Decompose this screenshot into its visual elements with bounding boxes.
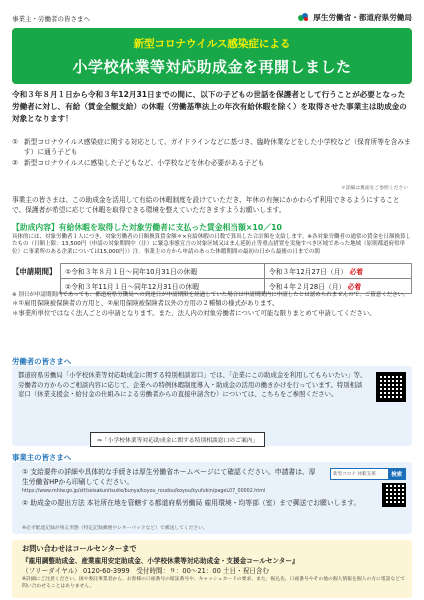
employer-message: 事業主の皆さまは、この助成金を活用して有給の休暇制度を設けていただき、年休の有無にかかわらず利用できるようにすることで、保護者が希望に応じて休暇を取得できる環境を整えていただきますようお願いします。	[12, 196, 400, 215]
deadline-date: 令和３年12月27日（月）	[268, 268, 348, 276]
qr-code-icon	[376, 372, 406, 402]
subsidy-content-body: 具体的には、対象労働者１人につき、対象労働者の日額換算賃金額＊×有給休暇の日数で算出した合計額を支給します。※各対象労働者の通常の賃金を日額換算したもの（日額上限：13,500円（申請の対象期間中（注）に緊急事態宣言の対象区域又はまん延防止等重点措置を実施すべき区域であった地域（原則都道府県単位）に事業所のある企業については15,000円））注．事業主の方から申請のあった休暇期間の最初の日から最後の日までの間	[12, 234, 411, 255]
mhlw-url[interactable]: https://www.mhlw.go.jp/stf/seisakunitsuite/bunya/koyou_roudou/koyou/kyufukin/pageL07_00002.html	[22, 489, 266, 494]
ministry-name	[298, 12, 412, 23]
contact-notes: ※詳細にご注意ください。国や委託事業者から、お客様の口座番号の暗証番号や、キャッシュカードの要求、また、振込先、口座番号やその他の個人情報を個人の方に電話などで問い合わせることはありません。	[22, 577, 405, 589]
note-item: ＊①雇用保険被保険者の方用と、②雇用保険被保険者以外の方用の２種類の様式があります。	[12, 299, 279, 308]
call-center-name: 『雇用調整助成金、産業雇用安定助成金、小学校休業等対応助成金・支援金コールセンター』	[22, 557, 299, 565]
deadline-date: 令和４年２月28日（月）	[268, 283, 346, 291]
contact-title: お問い合わせはコールセンターまで	[22, 544, 137, 553]
point-text: 新型コロナウイルスに感染した子どもなど、小学校などを休む必要がある子ども	[24, 158, 265, 167]
ministry-label: 厚生労働省・都道府県労働局	[313, 13, 412, 22]
list-item	[12, 158, 412, 168]
point-number: ②	[12, 158, 18, 167]
search-box[interactable]	[330, 468, 406, 480]
period-notes	[12, 292, 412, 318]
title-banner	[12, 28, 412, 84]
banner-title: 小学校休業等対応助成金を再開しました	[72, 58, 352, 76]
point-note: ＊詳細は裏面をご参照ください	[340, 186, 408, 191]
period-cell: ①令和３年８月１日～同年10月31日の休暇	[61, 264, 265, 279]
search-query: 新型コロナ 休暇支援	[333, 472, 376, 477]
note-item: ＊事業所単位ではなく法人ごとの申請となります。また、法人内の対象労働者について可能な限りまとめて申請してください。	[12, 308, 376, 317]
consultation-desk-link[interactable]: ⇒「小学校休業等対応助成金に関する特別相談窓口のご案内」	[90, 432, 265, 447]
period-cell: ②令和３年11月１日～同年12月31日の休暇	[61, 279, 265, 294]
application-period-table	[60, 263, 412, 294]
note-item: ※ 別日が申請期間内であっても、都道府県労働局への到達日が申請期限を経過していた場合は申請期間内に申請したとは認められませんので、ご留意ください。	[12, 292, 409, 298]
eligible-children-list	[12, 137, 412, 168]
intro-text: 令和３年８月１日から令和３年12月31日までの間に、以下の子どもの世話を保護者として行うことが必要となった労働者に対し、有給（賃金全額支給）の休暇（労働基準法上の年次有給休暇を除く）を取得させた事業主は助成金の対象となります！	[12, 90, 407, 123]
point-text: 新型コロナウイルス感染症に関する対応として、ガイドラインなどに基づき、臨時休業などをした小学校など（保育所等を含みます）に通う子ども	[24, 138, 411, 157]
deadline-cell	[264, 264, 411, 279]
employers-item-2: ② 助成金の提出方法 本社所在地を管轄する都道府県労働局 雇用環境・均等部（室）まで郵送でお願いします。	[22, 499, 361, 507]
must-arrive-badge: 必着	[347, 283, 362, 291]
audience-label: 事業主・労働者の皆さまへ	[12, 15, 90, 23]
call-center-phone: （フリーダイヤル） 0120-60-3999 受付時間：９：00～21：00 土日・祝日含む	[22, 567, 270, 575]
table-row	[61, 264, 412, 279]
workers-section-title: 労働者の皆さまへ	[12, 357, 72, 366]
subsidy-content-heading: 【助成内容】有給休暇を取得した対象労働者に支払った賃金相当額×10／10	[12, 223, 282, 232]
employers-section-title: 事業主の皆さまへ	[12, 453, 72, 462]
search-button[interactable]: 検索	[388, 469, 405, 479]
employers-item-1: ① 支給要件の詳細や具体的な手続きは厚生労働省ホームページにて確認ください。申請書は、厚生労働省HPから印刷してください。	[22, 468, 316, 487]
list-item	[12, 137, 412, 158]
application-period-label: 【申請期間】	[12, 267, 57, 276]
ministry-logo-icon	[298, 13, 310, 23]
employers-note: ※必ず配達記録が残る形態（特定記録郵便やレターパックなど）で郵送してください。	[22, 526, 208, 531]
must-arrive-badge: 必着	[349, 268, 364, 276]
banner-subtitle: 新型コロナウイルス感染症による	[133, 38, 291, 50]
point-number: ①	[12, 138, 18, 146]
workers-section-text: 都道府県労働局「小学校休業等対応助成金に関する特別相談窓口」では、「企業にこの助成金を利用してもらいたい」等、労働者の方からのご相談内容に応じて、企業への特例休暇制度導入・助成金の活用の働きかけを行っています。特別相談窓口（休業支援金・給付金の仕組みによる労働者からの直接申請含む）については、こちらをご参照ください。	[18, 371, 367, 399]
